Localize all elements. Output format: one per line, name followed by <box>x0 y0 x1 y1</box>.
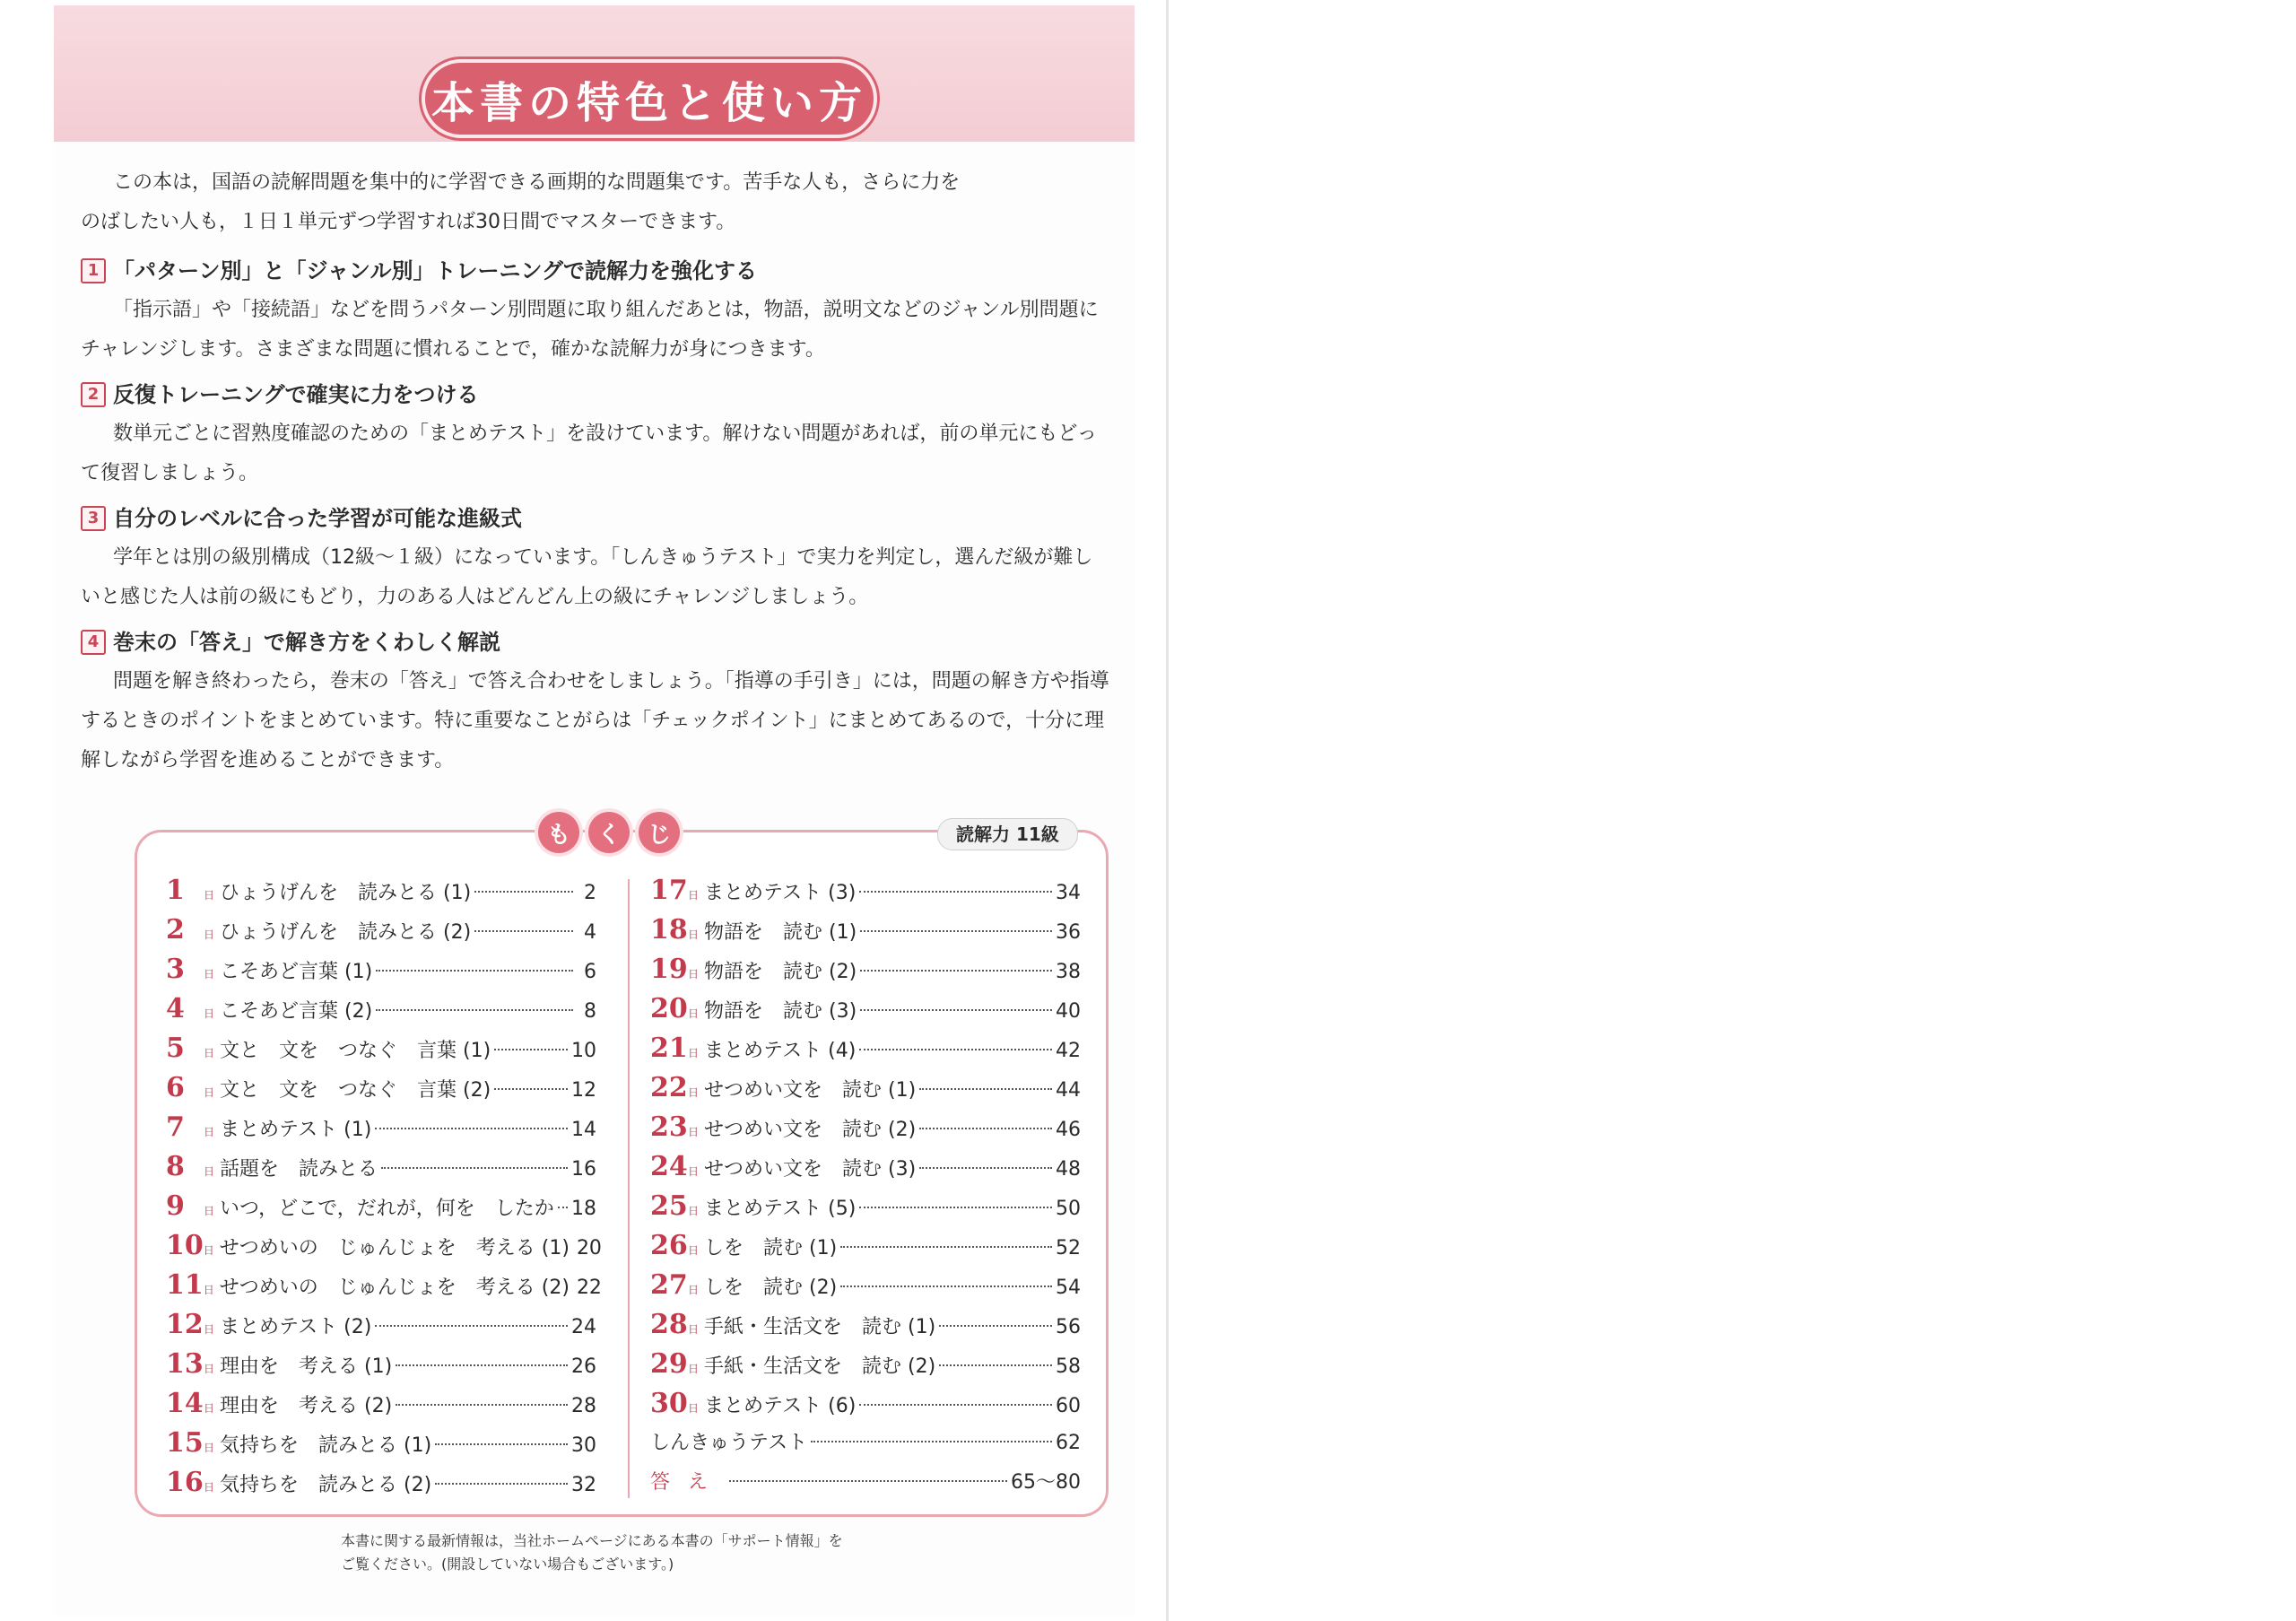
toc-column-divider <box>628 879 630 1498</box>
toc-entry-title: 文と 文を つなぐ 言葉 (1) <box>220 1040 491 1062</box>
toc-entry-page: 16 <box>571 1158 596 1181</box>
toc-entry[interactable] <box>166 914 596 954</box>
feature-heading <box>81 499 1112 538</box>
toc-day-mark: 日 <box>204 1363 215 1375</box>
toc-entry[interactable] <box>650 1190 1081 1230</box>
page-gutter <box>1166 0 1169 1621</box>
toc-tab: じ <box>639 812 680 853</box>
toc-entry[interactable] <box>166 1348 596 1388</box>
toc-entry-number: 30 <box>650 1388 688 1419</box>
toc-entry-number: 9 <box>166 1190 185 1222</box>
toc-entry-title: まとめテスト (1) <box>220 1119 372 1141</box>
toc-entry-page: 2 <box>584 882 596 904</box>
toc-entry-page: 52 <box>1056 1237 1081 1259</box>
toc-day-mark: 日 <box>204 928 215 941</box>
toc-entry-title: しんきゅうテスト <box>650 1432 808 1454</box>
toc-leader-dots <box>919 1088 1052 1090</box>
toc-entry[interactable] <box>166 1230 602 1269</box>
toc-day-mark: 日 <box>688 1284 700 1296</box>
toc-entry[interactable] <box>166 1388 596 1427</box>
toc-entry-title: せつめい文を 読む (1) <box>704 1079 917 1102</box>
feature-item <box>81 499 1112 617</box>
toc-entry-page: 34 <box>1056 882 1081 904</box>
toc-entry-number: 21 <box>650 1033 688 1064</box>
toc-entry-number: 14 <box>166 1388 204 1419</box>
toc-entry-title: ひょうげんを 読みとる (1) <box>220 882 472 904</box>
toc-entry[interactable] <box>650 1269 1081 1309</box>
toc-entry-number: 7 <box>166 1111 185 1143</box>
toc-day-mark: 日 <box>204 1165 215 1178</box>
toc-left-column <box>166 875 602 1506</box>
toc-leader-dots <box>859 1404 1052 1406</box>
feature-heading-text: 「パターン別」と「ジャンル別」トレーニングで読解力を強化する <box>113 258 757 283</box>
toc-entry-title: しを 読む (2) <box>704 1277 838 1299</box>
toc-day-mark: 日 <box>688 968 700 980</box>
toc-entry[interactable] <box>166 1309 596 1348</box>
toc-entry[interactable] <box>166 1190 596 1230</box>
toc-entry-page: 30 <box>571 1434 596 1457</box>
toc-leader-dots <box>840 1285 1052 1287</box>
toc-entry[interactable] <box>650 1309 1081 1348</box>
toc-tab: も <box>538 812 579 853</box>
toc-leader-dots <box>859 891 1052 893</box>
toc-day-mark: 日 <box>204 889 215 902</box>
toc-entry-page: 38 <box>1056 961 1081 983</box>
feature-heading <box>81 623 1112 662</box>
toc-entry-title: せつめい文を 読む (2) <box>704 1119 917 1141</box>
toc-day-mark: 日 <box>688 1402 700 1415</box>
toc-leader-dots <box>396 1404 568 1406</box>
toc-entry[interactable] <box>650 875 1081 914</box>
toc-entry-number: 28 <box>650 1309 688 1340</box>
toc-leader-dots <box>919 1167 1052 1169</box>
toc-entry-page: 58 <box>1056 1355 1081 1378</box>
toc-day-mark: 日 <box>204 1442 215 1454</box>
feature-heading-text: 自分のレベルに合った学習が可能な進級式 <box>113 506 522 531</box>
toc-entry-number: 19 <box>650 954 688 985</box>
toc-entry-number: 25 <box>650 1190 688 1222</box>
toc-entry[interactable] <box>166 1072 596 1111</box>
toc-entry[interactable] <box>166 1467 596 1506</box>
toc-entry[interactable] <box>650 1072 1081 1111</box>
toc-day-mark: 日 <box>203 1284 214 1296</box>
toc-leader-dots <box>381 1167 568 1169</box>
toc-leader-dots <box>919 1128 1052 1129</box>
toc-day-mark: 日 <box>203 1244 214 1257</box>
toc-leader-dots <box>859 1207 1052 1208</box>
toc-leader-dots <box>939 1325 1052 1327</box>
toc-tab: く <box>588 812 630 853</box>
toc-leader-dots <box>811 1441 1052 1442</box>
toc-day-mark: 日 <box>204 1086 215 1099</box>
toc-entry[interactable] <box>650 954 1081 993</box>
toc-entry-number: 16 <box>166 1467 204 1498</box>
toc-day-mark: 日 <box>688 1244 700 1257</box>
toc-entry[interactable] <box>650 1467 1081 1506</box>
toc-entry-page: 40 <box>1056 1000 1081 1023</box>
toc-day-mark: 日 <box>204 1126 215 1138</box>
toc-day-mark: 日 <box>688 1047 700 1059</box>
toc-entry-title: 気持ちを 読みとる (1) <box>220 1434 432 1457</box>
toc-entry[interactable] <box>166 954 596 993</box>
toc-entry-page: 20 <box>576 1237 602 1259</box>
toc-day-mark: 日 <box>688 1007 700 1020</box>
feature-body: 数単元ごとに習熟度確認のための「まとめテスト」を設けています。解けない問題があれば，前の単元にもどって復習しましょう。 <box>81 423 1097 484</box>
toc-entry-title: 手紙・生活文を 読む (2) <box>704 1355 936 1378</box>
toc-leader-dots <box>376 1009 573 1011</box>
toc-leader-dots <box>494 1049 568 1050</box>
feature-body: 「指示語」や「接続語」などを問うパターン別問題に取り組んだあとは，物語，説明文などのジャンル別問題にチャレンジします。さまざまな問題に慣れることで，確かな読解力が身につきます。 <box>81 299 1099 361</box>
toc-day-mark: 日 <box>688 889 700 902</box>
toc-entry-page: 32 <box>571 1474 596 1496</box>
toc-entry-page: 44 <box>1056 1079 1081 1102</box>
toc-leader-dots <box>375 1325 568 1327</box>
toc-entry-page: 46 <box>1056 1119 1081 1141</box>
toc-entry-page: 10 <box>571 1040 596 1062</box>
toc-entry-title: まとめテスト (6) <box>704 1395 857 1417</box>
toc-day-mark: 日 <box>204 1047 215 1059</box>
toc-entry-title: せつめい文を 読む (3) <box>704 1158 917 1181</box>
toc-entry-title: せつめいの じゅんじょを 考える (2) <box>219 1277 570 1299</box>
toc-entry-number: 6 <box>166 1072 185 1103</box>
feature-heading-text: 巻末の「答え」で解き方をくわしく解説 <box>113 630 500 655</box>
toc-entry-number: 27 <box>650 1269 688 1301</box>
toc-entry-page: 18 <box>571 1198 596 1220</box>
toc-leader-dots <box>396 1364 568 1366</box>
toc-entry-title: 話題を 読みとる <box>220 1158 378 1181</box>
toc-leader-dots <box>860 970 1052 972</box>
toc-entry[interactable] <box>650 914 1081 954</box>
toc-entry-title: 物語を 読む (3) <box>704 1000 857 1023</box>
toc-day-mark: 日 <box>204 1205 215 1217</box>
toc-entry[interactable] <box>650 1151 1081 1190</box>
toc-entry[interactable] <box>166 1427 596 1467</box>
feature-number: 2 <box>81 382 106 407</box>
toc-heading <box>538 812 680 853</box>
toc-entry-page: 42 <box>1056 1040 1081 1062</box>
toc-entry[interactable] <box>650 1388 1081 1427</box>
toc-entry-title: まとめテスト (2) <box>220 1316 372 1338</box>
toc-entry-page: 50 <box>1056 1198 1081 1220</box>
toc-leader-dots <box>494 1088 568 1090</box>
toc-entry-title: 文と 文を つなぐ 言葉 (2) <box>220 1079 491 1102</box>
toc-day-mark: 日 <box>688 1205 700 1217</box>
feature-list <box>81 251 1112 786</box>
toc-day-mark: 日 <box>688 1363 700 1375</box>
toc-entry-number: 12 <box>166 1309 204 1340</box>
toc-entry[interactable] <box>650 1230 1081 1269</box>
toc-entry-title: まとめテスト (3) <box>704 882 857 904</box>
toc-leader-dots <box>840 1246 1052 1248</box>
toc-entry-number: 22 <box>650 1072 688 1103</box>
toc-entry-number: 23 <box>650 1111 688 1143</box>
toc-entry[interactable] <box>650 1427 1081 1467</box>
toc-entry-page: 54 <box>1056 1277 1081 1299</box>
toc-entry-page: 24 <box>571 1316 596 1338</box>
title-banner <box>422 59 877 138</box>
toc-entry-number: 29 <box>650 1348 688 1380</box>
toc-entry-number: 4 <box>166 993 185 1024</box>
toc-entry-number: 20 <box>650 993 688 1024</box>
feature-body: 問題を解き終わったら，巻末の「答え」で答え合わせをしましょう。「指導の手引き」には，問題の解き方や指導するときのポイントをまとめています。特に重要なことがらは「チェックポイント」にまとめてあるので，十分に理解しながら学習を進めることができます。 <box>81 670 1109 771</box>
toc-entry-page: 8 <box>584 1000 596 1023</box>
feature-number: 3 <box>81 506 106 531</box>
feature-body: 学年とは別の級別構成（12級～１級）になっています。「しんきゅうテスト」で実力を判定し，選んだ級が難しいと感じた人は前の級にもどり，力のある人はどんどん上の級にチャレンジしましょう。 <box>81 546 1093 608</box>
toc-leader-dots <box>860 1009 1052 1011</box>
toc-day-mark: 日 <box>688 1165 700 1178</box>
toc-entry-number: 11 <box>166 1269 204 1301</box>
intro-line: この本は，国語の読解問題を集中的に学習できる画期的な問題集です。苦手な人も，さらに力を <box>113 171 961 194</box>
footnote-line: 本書に関する最新情報は，当社ホームページにある本書の「サポート情報」を <box>341 1532 843 1549</box>
toc-right-column <box>650 875 1081 1506</box>
toc-entry-number: 13 <box>166 1348 204 1380</box>
toc-day-mark: 日 <box>204 968 215 980</box>
toc-leader-dots <box>435 1443 568 1445</box>
toc-entry-page: 48 <box>1056 1158 1081 1181</box>
toc-entry-number: 2 <box>166 914 185 946</box>
toc-entry-number: 3 <box>166 954 185 985</box>
toc-leader-dots <box>375 1128 568 1129</box>
feature-number: 1 <box>81 258 106 283</box>
toc-entry-title: ひょうげんを 読みとる (2) <box>220 921 472 944</box>
page-title: 本書の特色と使い方 <box>430 77 867 128</box>
toc-entry-page: 36 <box>1056 921 1081 944</box>
toc-entry-page: 60 <box>1056 1395 1081 1417</box>
toc-entry-title: 物語を 読む (1) <box>704 921 857 944</box>
toc-entry-title: 手紙・生活文を 読む (1) <box>704 1316 936 1338</box>
toc-entry-number: 5 <box>166 1033 185 1064</box>
toc-leader-dots <box>474 891 573 893</box>
toc-entry-title: しを 読む (1) <box>704 1237 838 1259</box>
toc-entry[interactable] <box>166 1111 596 1151</box>
toc-leader-dots <box>939 1364 1052 1366</box>
toc-leader-dots <box>859 1049 1052 1050</box>
toc-leader-dots <box>474 930 573 932</box>
toc-entry-title: こそあど言葉 (1) <box>220 961 373 983</box>
toc-entry-number: 15 <box>166 1427 204 1459</box>
toc-leader-dots <box>435 1483 568 1485</box>
toc-entry-number: 1 <box>166 875 185 906</box>
toc-entry-title: せつめいの じゅんじょを 考える (1) <box>219 1237 570 1259</box>
toc-leader-dots <box>729 1480 1007 1482</box>
toc-entry-title: いつ，どこで，だれが，何を したか <box>220 1198 554 1220</box>
toc-entry-page: 14 <box>571 1119 596 1141</box>
toc-entry-page: 26 <box>571 1355 596 1378</box>
intro-paragraph <box>81 163 1103 242</box>
toc-entry-number: 17 <box>650 875 688 906</box>
toc-entry-page: 4 <box>584 921 596 944</box>
toc-entry-title: まとめテスト (5) <box>704 1198 857 1220</box>
feature-item <box>81 251 1112 370</box>
toc-day-mark: 日 <box>204 1481 215 1494</box>
toc-day-mark: 日 <box>204 1007 215 1020</box>
level-badge: 読解力 11級 <box>937 818 1078 850</box>
toc-day-mark: 日 <box>688 1323 700 1336</box>
toc-day-mark: 日 <box>688 1086 700 1099</box>
toc-entry[interactable] <box>650 1033 1081 1072</box>
feature-item <box>81 375 1112 493</box>
toc-day-mark: 日 <box>688 1126 700 1138</box>
toc-entry-page: 62 <box>1056 1432 1081 1454</box>
toc-entry[interactable] <box>650 1348 1081 1388</box>
toc-entry-page: 56 <box>1056 1316 1081 1338</box>
feature-heading <box>81 375 1112 414</box>
toc-entry[interactable] <box>650 1111 1081 1151</box>
toc-entry[interactable] <box>166 1033 596 1072</box>
toc-entry-title: 理由を 考える (2) <box>220 1395 393 1417</box>
toc-entry-number: 24 <box>650 1151 688 1182</box>
toc-entry-number: 10 <box>166 1230 204 1261</box>
toc-entry-title: 物語を 読む (2) <box>704 961 857 983</box>
footnote-line: ご覧ください。(開設していない場合もございます。) <box>341 1556 674 1573</box>
feature-heading-text: 反復トレーニングで確実に力をつける <box>113 382 479 407</box>
toc-day-mark: 日 <box>204 1323 215 1336</box>
footnote <box>341 1529 933 1576</box>
toc-entry[interactable] <box>166 1151 596 1190</box>
toc-entry-number: 26 <box>650 1230 688 1261</box>
toc-entry-page: 22 <box>576 1277 602 1299</box>
toc-day-mark: 日 <box>204 1402 215 1415</box>
toc-entry[interactable] <box>166 993 596 1033</box>
toc-leader-dots <box>860 930 1052 932</box>
toc-entry-page: 65～80 <box>1011 1471 1081 1494</box>
toc-entry-page: 6 <box>584 961 596 983</box>
toc-entry[interactable] <box>650 993 1081 1033</box>
feature-number: 4 <box>81 630 106 655</box>
toc-entry[interactable] <box>166 875 596 914</box>
toc-entry-title: 気持ちを 読みとる (2) <box>220 1474 432 1496</box>
intro-line: のばしたい人も，１日１単元ずつ学習すれば30日間でマスターできます。 <box>81 211 736 233</box>
feature-heading <box>81 251 1112 291</box>
toc-entry-number: 8 <box>166 1151 185 1182</box>
feature-item <box>81 623 1112 780</box>
toc-entry[interactable] <box>166 1269 602 1309</box>
toc-entry-number: 18 <box>650 914 688 946</box>
toc-entry-title: こそあど言葉 (2) <box>220 1000 373 1023</box>
toc-day-mark: 日 <box>688 928 700 941</box>
toc-entry-page: 28 <box>571 1395 596 1417</box>
toc-entry-title: 理由を 考える (1) <box>220 1355 393 1378</box>
toc-entry-title: まとめテスト (4) <box>704 1040 857 1062</box>
toc-entry-page: 12 <box>571 1079 596 1102</box>
toc-leader-dots <box>376 970 573 972</box>
toc-leader-dots <box>558 1207 568 1208</box>
toc-entry-title: 答え <box>650 1471 726 1494</box>
